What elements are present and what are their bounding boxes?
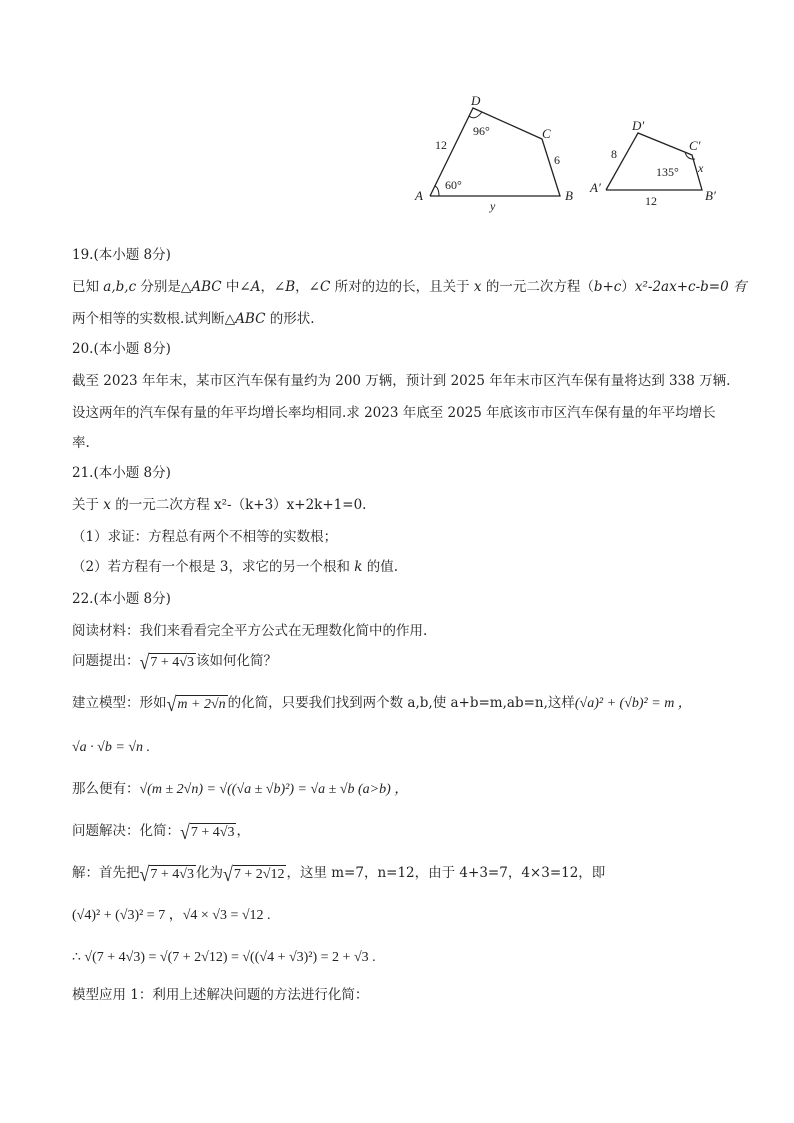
q20-line1: 截至 2023 年年末，某市区汽车保有量约为 200 万辆，预计到 2025 年年末市区汽车保有量将达到 338 万辆.	[72, 373, 731, 389]
sqrt-7-4root3: √ 7 + 4√3	[139, 650, 194, 673]
q19-sep1: ，∠	[260, 279, 286, 295]
q22-sol-eq2: ∴ √(7 + 4√3) = √(7 + 2√12) = √((√4 + √3)²) = 2 + √3 .	[72, 950, 376, 965]
label-b: B	[565, 188, 573, 203]
q21-k: k	[354, 559, 363, 575]
q19-text-c: 中∠	[221, 279, 251, 295]
label-d-prime: D′	[632, 118, 645, 133]
q20-line2: 设这两年的汽车保有量的年平均增长率均相同.求 2023 年底至 2025 年底该市市区汽车保有量的年平均增长	[72, 405, 716, 421]
q22-solve	[72, 822, 250, 841]
q22-then-label: 那么便有：	[72, 781, 140, 797]
q19-text-b: 分别是△	[136, 279, 192, 295]
q22-sol-c: ，这里 m=7，n=12，由于 4+3=7，4×3=12，即	[286, 865, 606, 881]
q22-then	[72, 780, 408, 799]
q19-sep2: ，∠	[295, 279, 320, 295]
q21-stem	[72, 496, 366, 514]
q22-sol-b: 化为	[195, 865, 223, 881]
label-a: A	[415, 188, 423, 203]
q19-text-f: ）	[621, 279, 635, 295]
quad-right	[606, 133, 702, 190]
q22-problem-tail: 该如何化简？	[195, 653, 277, 669]
quadrilateral-figure	[405, 88, 765, 218]
q22-model-label: 建立模型：形如	[72, 695, 167, 711]
q19-text-d: 所对的边的长，且关于	[330, 279, 474, 295]
q21-x: x	[103, 497, 111, 513]
q22-model	[72, 694, 692, 713]
angle-d-value: 96°	[473, 124, 490, 138]
q19-x: x	[473, 279, 482, 295]
label-d: D	[471, 93, 481, 108]
q19-equation: x²-2ax+c-b=0 有	[634, 279, 747, 295]
q22-sol-eq1-line	[72, 906, 271, 925]
label-c: C	[542, 126, 551, 141]
sqrt-m-2rootn: √ m + 2√n	[166, 692, 226, 715]
q19-angle-a: A	[250, 279, 261, 295]
side-cb-prime: x	[698, 161, 704, 175]
q19-line2-a: 两个相等的实数根.试判断△	[72, 311, 236, 327]
q22-model-eq2-line	[72, 738, 150, 757]
q22-sol-a: 解：首先把	[72, 865, 140, 881]
q22-model-eq2: √a · √b = √n .	[72, 740, 150, 755]
q22-then-eq: √(m ± 2√n) = √((√a ± √b)²) = √a ± √b (a>b) ，	[139, 782, 409, 797]
side-cb: 6	[554, 153, 560, 167]
q19-header: 19.(本小题 8分)	[72, 247, 171, 263]
angle-a-value: 60°	[445, 178, 462, 192]
q22-sol-eq1: (√4)² + (√3)² = 7 ，√4 × √3 = √12 .	[72, 908, 271, 923]
angle-c-prime-value: 135°	[656, 165, 679, 179]
q19-bc: b+c	[593, 279, 622, 295]
side-ab-prime: 12	[645, 194, 657, 208]
quadrilaterals-svg	[405, 88, 765, 218]
q22-header: 22.(本小题 8分)	[72, 591, 171, 607]
q19-angle-c: C	[319, 279, 331, 295]
q21-part2-b: 的值.	[362, 559, 399, 575]
q21-part2-a: （2）若方程有一个根是 3，求它的另一个根和	[72, 559, 355, 575]
side-ab: y	[490, 199, 496, 213]
sqrt-solve: √ 7 + 4√3	[180, 820, 235, 843]
q19-line2	[72, 310, 315, 328]
q21-header: 21.(本小题 8分)	[72, 465, 171, 481]
q22-sol-eq2-line	[72, 948, 376, 967]
q21-part1: （1）求证：方程总有两个不相等的实数根；	[72, 529, 338, 545]
q20-header: 20.(本小题 8分)	[72, 341, 171, 357]
q22-problem-label: 问题提出：	[72, 653, 140, 669]
q21-stem-a: 关于	[72, 497, 104, 513]
label-c-prime: C′	[689, 138, 701, 153]
sqrt-sol-2: √ 7 + 2√12	[222, 862, 285, 885]
q22-problem	[72, 652, 277, 671]
q19-text-a: 已知	[72, 279, 104, 295]
q19-vars: a,b,c	[103, 279, 137, 295]
q19-tri2: ABC	[235, 311, 266, 327]
side-ad: 12	[435, 138, 447, 152]
angle-arc-a	[435, 186, 439, 196]
q19-tri: ABC	[191, 279, 222, 295]
q22-model-eq: (√a)² + (√b)² = m ，	[574, 696, 692, 711]
q20-line3: 率.	[72, 435, 90, 451]
q21-stem-b: 的一元二次方程 x²-（k+3）x+2k+1=0.	[110, 497, 367, 513]
q22-reading: 阅读材料：我们来看看完全平方公式在无理数化简中的作用.	[72, 623, 428, 639]
q19-angle-b: B	[285, 279, 296, 295]
q22-solve-tail: ，	[236, 823, 250, 839]
q22-application: 模型应用 1：利用上述解决问题的方法进行化简：	[72, 987, 369, 1003]
q22-solution	[72, 864, 605, 883]
label-a-prime: A′	[590, 180, 601, 195]
q19-line1	[72, 278, 746, 296]
label-b-prime: B′	[705, 188, 716, 203]
q22-solve-label: 问题解决：化简：	[72, 823, 180, 839]
side-ad-prime: 8	[611, 147, 617, 161]
q19-text-e: 的一元二次方程（	[481, 279, 594, 295]
q22-model-text: 的化简，只要我们找到两个数 a,b,使 a+b=m,ab=n,这样	[227, 695, 575, 711]
q21-part2	[72, 558, 398, 576]
q19-line2-b: 的形状.	[265, 311, 315, 327]
sqrt-sol-1: √ 7 + 4√3	[139, 862, 194, 885]
